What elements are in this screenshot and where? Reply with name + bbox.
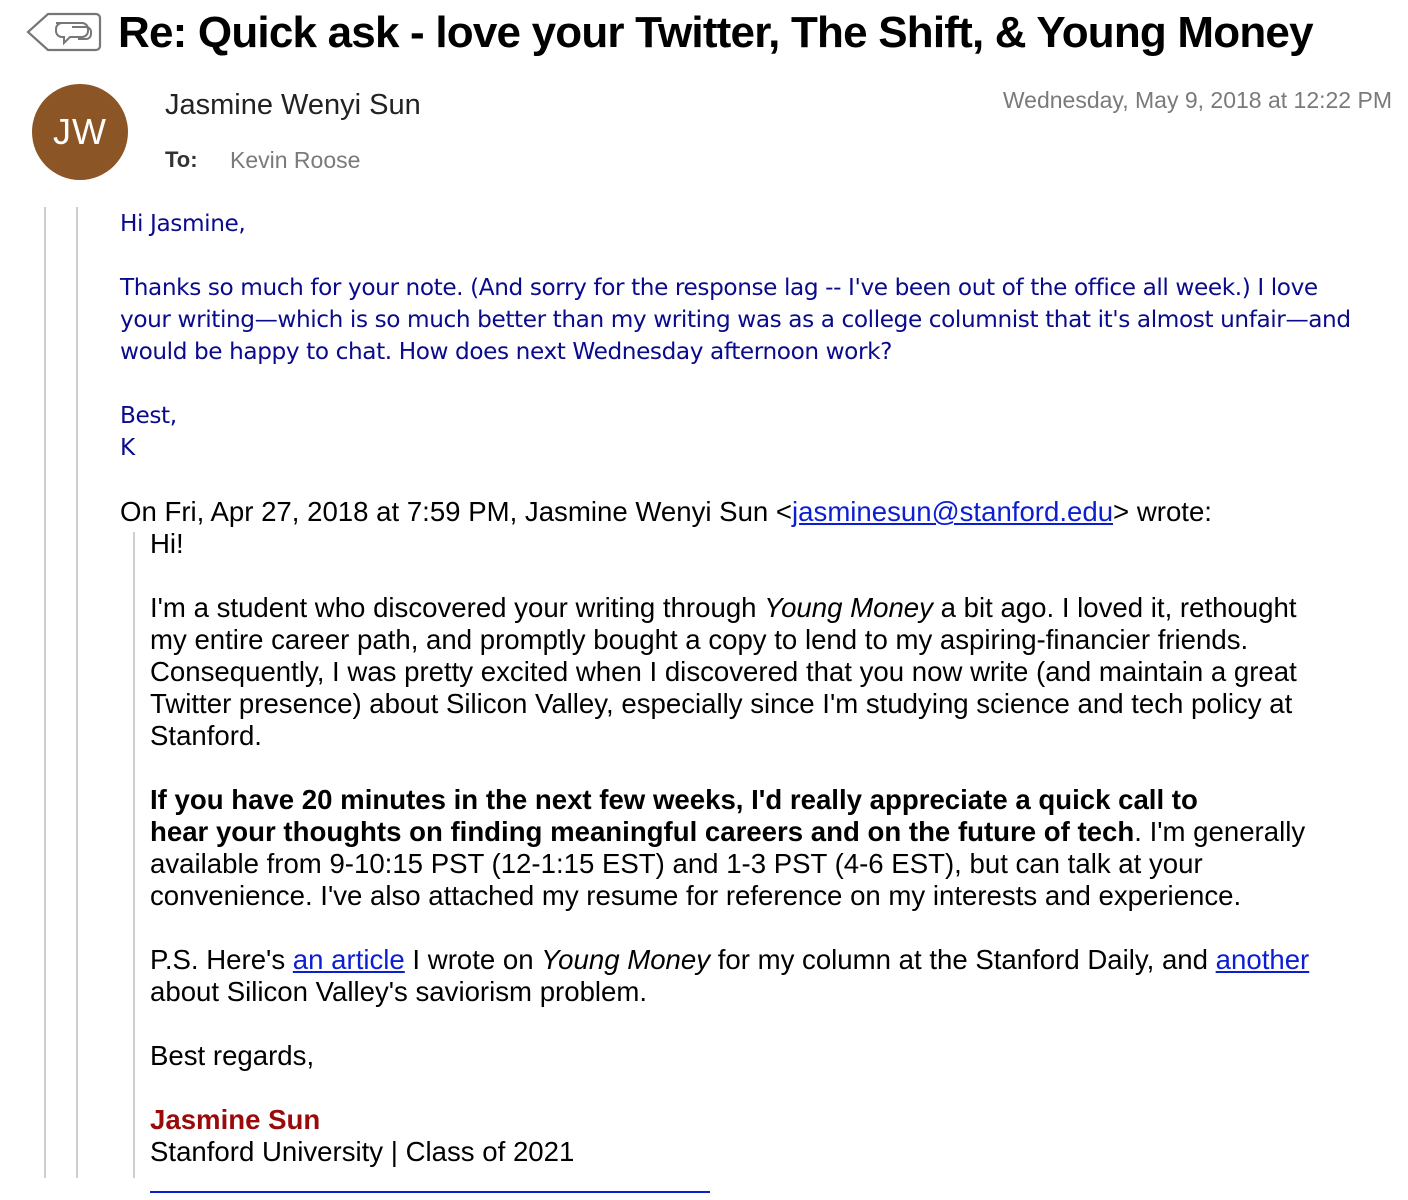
quoted-line: convenience. I've also attached my resume for reference on my interests and experience. <box>150 880 1242 911</box>
quoted-ps-line: P.S. Here's an article I wrote on Young Money for my column at the Stanford Daily, and another <box>150 944 1310 975</box>
book-title: Young Money <box>541 944 711 975</box>
quoted-line: my entire career path, and promptly bought a copy to lend to my aspiring-financier friends. <box>150 624 1249 655</box>
reply-signoff: Best, <box>120 402 177 429</box>
signature-affiliation: Stanford University | Class of 2021 <box>150 1136 575 1167</box>
signature-contact-cutoff <box>150 1168 1395 1200</box>
quoted-line: I'm a student who discovered your writing through Young Money a bit ago. I loved it, rethought <box>150 592 1297 623</box>
sender-avatar <box>32 84 128 180</box>
quoted-line: about Silicon Valley's saviorism problem. <box>150 976 648 1007</box>
reply-initial: K <box>120 434 135 461</box>
quoted-line: Stanford. <box>150 720 262 751</box>
email-subject: Re: Quick ask - love your Twitter, The Shift, & Young Money <box>118 8 1313 57</box>
quote-bar-nested <box>133 532 135 1178</box>
reply-line: would be happy to chat. How does next Wednesday afternoon work? <box>120 338 893 365</box>
quoted-message <box>150 528 1395 1200</box>
avatar-initials: JW <box>53 111 107 152</box>
recipient-name[interactable]: Kevin Roose <box>230 147 361 173</box>
quoted-line: hear your thoughts on finding meaningful careers and on the future of tech. I'm generally <box>150 816 1306 847</box>
signature-name: Jasmine Sun <box>150 1104 321 1135</box>
quote-bar-outer <box>44 207 46 1178</box>
to-label: To: <box>165 147 198 172</box>
quoted-line: Twitter presence) about Silicon Valley, especially since I'm studying science and tech policy at <box>150 688 1293 719</box>
reply-body <box>120 208 1390 464</box>
attribution-suffix: > wrote: <box>1113 496 1212 527</box>
quote-attribution <box>120 496 1212 528</box>
quoted-closing: Best regards, <box>150 1040 315 1071</box>
quoted-greeting: Hi! <box>150 528 184 559</box>
reply-greeting: Hi Jasmine, <box>120 210 246 237</box>
quoted-line: Consequently, I was pretty excited when I discovered that you now write (and maintain a great <box>150 656 1297 687</box>
thread-reply-icon[interactable] <box>26 12 102 52</box>
sender-name[interactable]: Jasmine Wenyi Sun <box>165 89 421 121</box>
attribution-prefix: On Fri, Apr 27, 2018 at 7:59 PM, Jasmine Wenyi Sun < <box>120 496 793 527</box>
reply-line: your writing—which is so much better than my writing was as a college columnist that it's almost unfair—and <box>120 306 1351 333</box>
quoted-line: available from 9-10:15 PST (12-1:15 EST) and 1-3 PST (4-6 EST), but can talk at your <box>150 848 1203 879</box>
article-link[interactable]: an article <box>292 944 405 975</box>
sent-date: Wednesday, May 9, 2018 at 12:22 PM <box>1002 87 1392 113</box>
book-title: Young Money <box>764 592 933 623</box>
quote-bar-inner <box>76 207 78 1178</box>
reply-line: Thanks so much for your note. (And sorry for the response lag -- I've been out of the office all week.) I love <box>120 274 1318 301</box>
quoted-bold-line: If you have 20 minutes in the next few weeks, I'd really appreciate a quick call to <box>150 784 1198 815</box>
another-article-link[interactable]: another <box>1215 944 1310 975</box>
sender-email-link[interactable]: jasminesun@stanford.edu <box>792 496 1114 527</box>
